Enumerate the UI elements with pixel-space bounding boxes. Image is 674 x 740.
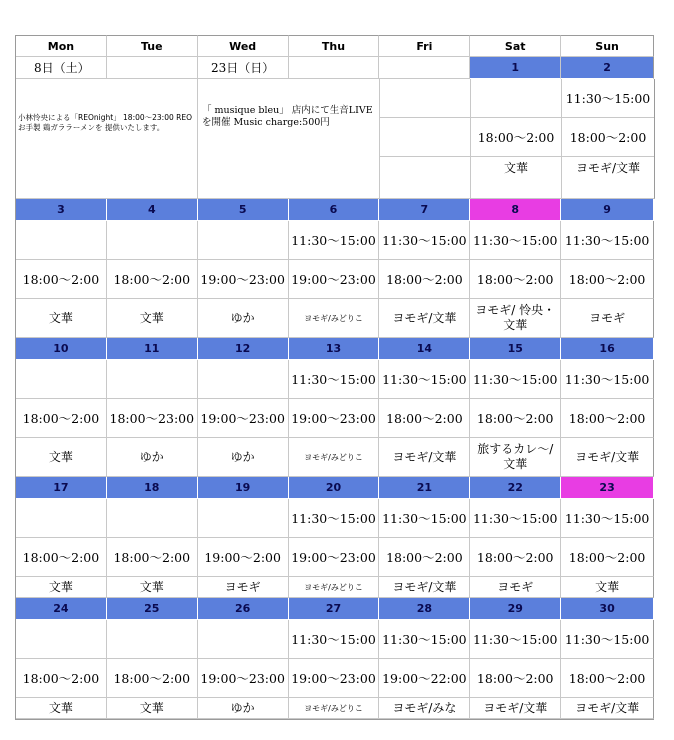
week-1-staff-row — [15, 299, 654, 338]
lunch-hours: 11:30〜15:00 — [379, 499, 470, 538]
staff-name: ヨモギ/みどりこ — [289, 577, 380, 598]
lunch-hours: 11:30〜15:00 — [379, 221, 470, 260]
dinner-hours: 19:00〜23:00 — [198, 399, 289, 438]
date-cell-6: 6 — [289, 199, 380, 221]
dinner-hours: 18:00〜2:00 — [379, 260, 470, 299]
lunch-hours: 11:30〜15:00 — [470, 499, 561, 538]
week-1-date-row — [15, 199, 654, 221]
staff-name: ヨモギ — [198, 577, 289, 598]
lunch-hours — [198, 221, 289, 260]
date-cell-11: 11 — [107, 338, 198, 360]
dinner-hours: 19:00〜23:00 — [198, 260, 289, 299]
week-2-dinner-row — [15, 399, 654, 438]
staff-name: ゆか — [198, 438, 289, 477]
week-4-staff-row — [15, 698, 654, 719]
date-cell-8: 8 — [470, 199, 561, 221]
staff-name: ヨモギ/ 怜央・文華 — [470, 299, 561, 338]
dinner-hours: 19:00〜23:00 — [289, 399, 380, 438]
lunch-hours: 11:30〜15:00 — [379, 360, 470, 399]
staff-name: ゆか — [198, 698, 289, 719]
date-cell-26: 26 — [198, 598, 289, 620]
lunch-hours: 11:30〜15:00 — [289, 620, 380, 659]
dinner-hours: 19:00〜23:00 — [289, 538, 380, 577]
dinner-hours: 18:00〜23:00 — [107, 399, 198, 438]
date-cell-22: 22 — [470, 477, 561, 499]
week-4-date-row — [15, 598, 654, 620]
lunch-hours — [107, 620, 198, 659]
dinner-hours: 18:00〜2:00 — [379, 399, 470, 438]
dinner-hours: 18:00〜2:00 — [470, 399, 561, 438]
dinner-hours: 18:00〜2:00 — [379, 538, 470, 577]
dinner-hours: 18:00〜2:00 — [16, 538, 107, 577]
note-date-thu — [289, 57, 380, 79]
date-cell-16: 16 — [561, 338, 654, 360]
schedule-calendar — [15, 35, 654, 719]
staff-name: ヨモギ — [470, 577, 561, 598]
sat-staff: 文華 — [503, 161, 528, 175]
lunch-hours — [107, 221, 198, 260]
note-date-fri — [379, 57, 470, 79]
note-date-mon: 8日（土） — [16, 57, 107, 79]
staff-name: 文華 — [107, 577, 198, 598]
staff-name: ゆか — [107, 438, 198, 477]
fri-sub-2 — [380, 118, 470, 157]
sat-dinner: 18:00〜2:00 — [471, 118, 561, 157]
lunch-hours: 11:30〜15:00 — [561, 499, 654, 538]
fri-sub-1 — [380, 79, 470, 118]
date-cell-10: 10 — [16, 338, 107, 360]
staff-name: 文華 — [16, 438, 107, 477]
week-2-staff-row — [15, 438, 654, 477]
dinner-hours: 18:00〜2:00 — [561, 538, 654, 577]
note-date-tue — [107, 57, 198, 79]
date-cell-4: 4 — [107, 199, 198, 221]
week-2-lunch-row — [15, 360, 654, 399]
dinner-hours: 19:00〜23:00 — [289, 659, 380, 698]
weekday-mon: Mon — [16, 35, 107, 57]
date-cell-12: 12 — [198, 338, 289, 360]
staff-name: 文華 — [16, 299, 107, 338]
lunch-hours — [107, 499, 198, 538]
dinner-hours: 19:00〜22:00 — [379, 659, 470, 698]
weekday-thu: Thu — [289, 35, 380, 57]
lunch-hours — [198, 620, 289, 659]
weekday-header — [15, 35, 654, 57]
date-cell-24: 24 — [16, 598, 107, 620]
staff-name: 文華 — [16, 698, 107, 719]
date-cell-9: 9 — [561, 199, 654, 221]
dinner-hours: 19:00〜23:00 — [198, 659, 289, 698]
date-cell-18: 18 — [107, 477, 198, 499]
staff-name: ヨモギ/文華 — [379, 577, 470, 598]
note-mon — [16, 79, 198, 199]
week-4-lunch-row — [15, 620, 654, 659]
week-1-lunch-row — [15, 221, 654, 260]
staff-name: ゆか — [198, 299, 289, 338]
staff-name: ヨモギ/文華 — [379, 438, 470, 477]
week-3-dinner-row — [15, 538, 654, 577]
lunch-hours — [16, 499, 107, 538]
staff-name: ヨモギ/文華 — [561, 698, 654, 719]
note-wed — [198, 79, 380, 199]
week-3-lunch-row — [15, 499, 654, 538]
staff-name: ヨモギ/文華 — [470, 698, 561, 719]
weeks-container — [15, 199, 654, 719]
date-cell-28: 28 — [379, 598, 470, 620]
sat-week0 — [471, 79, 562, 199]
lunch-hours: 11:30〜15:00 — [379, 620, 470, 659]
dinner-hours: 18:00〜2:00 — [561, 260, 654, 299]
lunch-hours: 11:30〜15:00 — [289, 499, 380, 538]
weekday-fri: Fri — [379, 35, 470, 57]
date-cell-5: 5 — [198, 199, 289, 221]
date-cell-15: 15 — [470, 338, 561, 360]
lunch-hours — [107, 360, 198, 399]
notes-date-row — [15, 57, 654, 79]
lunch-hours — [198, 499, 289, 538]
dinner-hours: 18:00〜2:00 — [16, 659, 107, 698]
date-cell-21: 21 — [379, 477, 470, 499]
dinner-hours: 18:00〜2:00 — [561, 659, 654, 698]
note-wed-text: 「 musique bleu」 店内にて生音LIVEを開催 Music charge:500円 — [202, 105, 373, 128]
date-cell-20: 20 — [289, 477, 380, 499]
dinner-hours: 18:00〜2:00 — [470, 260, 561, 299]
weekday-wed: Wed — [198, 35, 289, 57]
staff-name: ヨモギ/文華 — [379, 299, 470, 338]
sun-staff: ヨモギ/文華 — [575, 161, 641, 175]
lunch-hours: 11:30〜15:00 — [561, 360, 654, 399]
lunch-hours: 11:30〜15:00 — [289, 221, 380, 260]
lunch-hours — [16, 620, 107, 659]
weekday-tue: Tue — [107, 35, 198, 57]
note-date-wed: 23日（日） — [198, 57, 289, 79]
lunch-hours: 11:30〜15:00 — [470, 221, 561, 260]
date-cell-2: 2 — [561, 57, 654, 79]
date-cell-1: 1 — [470, 57, 561, 79]
staff-name: 旅するカレ〜/ 文華 — [470, 438, 561, 477]
date-cell-14: 14 — [379, 338, 470, 360]
date-cell-29: 29 — [470, 598, 561, 620]
lunch-hours — [198, 360, 289, 399]
date-cell-27: 27 — [289, 598, 380, 620]
dinner-hours: 18:00〜2:00 — [470, 538, 561, 577]
staff-name: 文華 — [107, 698, 198, 719]
table-bottom-border — [15, 719, 654, 720]
staff-name: ヨモギ/文華 — [561, 438, 654, 477]
date-cell-19: 19 — [198, 477, 289, 499]
dinner-hours: 18:00〜2:00 — [107, 538, 198, 577]
lunch-hours: 11:30〜15:00 — [470, 620, 561, 659]
dinner-hours: 19:00〜2:00 — [198, 538, 289, 577]
lunch-hours — [16, 360, 107, 399]
week-3-staff-row — [15, 577, 654, 598]
dinner-hours: 18:00〜2:00 — [107, 260, 198, 299]
staff-name: ヨモギ — [561, 299, 654, 338]
note-mon-text: 小林怜央による「REOnight」 18:00〜23:00 REOお手製 鶏ガララーメンを 提供いたします。 — [18, 113, 192, 132]
date-cell-30: 30 — [561, 598, 654, 620]
dinner-hours: 18:00〜2:00 — [16, 260, 107, 299]
date-cell-13: 13 — [289, 338, 380, 360]
staff-name: 文華 — [16, 577, 107, 598]
fri-empty — [380, 79, 471, 199]
staff-name: ヨモギ/みどりこ — [289, 698, 380, 719]
week-3-date-row — [15, 477, 654, 499]
lunch-hours — [16, 221, 107, 260]
staff-name: ヨモギ/みどりこ — [289, 299, 380, 338]
week-4-dinner-row — [15, 659, 654, 698]
date-cell-3: 3 — [16, 199, 107, 221]
date-cell-17: 17 — [16, 477, 107, 499]
sat-lunch — [471, 79, 561, 118]
lunch-hours: 11:30〜15:00 — [561, 221, 654, 260]
lunch-hours: 11:30〜15:00 — [470, 360, 561, 399]
week-2-date-row — [15, 338, 654, 360]
sun-lunch: 11:30〜15:00 — [562, 79, 654, 118]
dinner-hours: 19:00〜23:00 — [289, 260, 380, 299]
date-cell-25: 25 — [107, 598, 198, 620]
staff-name: ヨモギ/みどりこ — [289, 438, 380, 477]
staff-name: 文華 — [561, 577, 654, 598]
lunch-hours: 11:30〜15:00 — [289, 360, 380, 399]
weekday-sat: Sat — [470, 35, 561, 57]
dinner-hours: 18:00〜2:00 — [16, 399, 107, 438]
lunch-hours: 11:30〜15:00 — [561, 620, 654, 659]
staff-name: 文華 — [107, 299, 198, 338]
weekday-sun: Sun — [561, 35, 654, 57]
dinner-hours: 18:00〜2:00 — [107, 659, 198, 698]
notes-block — [15, 79, 654, 199]
sun-week0 — [562, 79, 655, 199]
dinner-hours: 18:00〜2:00 — [561, 399, 654, 438]
dinner-hours: 18:00〜2:00 — [470, 659, 561, 698]
date-cell-23: 23 — [561, 477, 654, 499]
week-1-dinner-row — [15, 260, 654, 299]
staff-name: ヨモギ/みな — [379, 698, 470, 719]
sun-dinner: 18:00〜2:00 — [562, 118, 654, 157]
date-cell-7: 7 — [379, 199, 470, 221]
